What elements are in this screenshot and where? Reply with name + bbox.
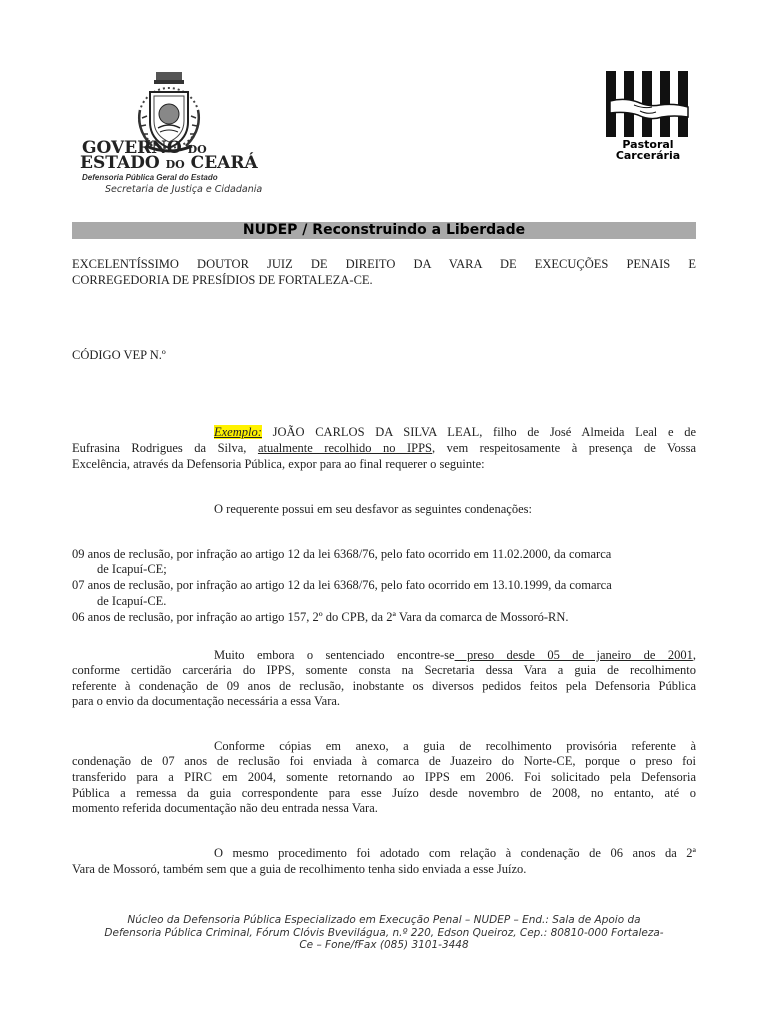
ceara-word: CEARÁ bbox=[190, 153, 258, 173]
pastoral-label bbox=[604, 139, 692, 161]
para2-line-2: condenação de 07 anos de reclusão foi enviada à comarca de Juazeiro do Norte-CE, porque o preso foi bbox=[72, 754, 696, 768]
estado-word: ESTADO bbox=[80, 153, 160, 173]
defensoria-subtitle: Defensoria Pública Geral do Estado bbox=[82, 173, 218, 182]
intro-line-2-underlined: atualmente recolhido no IPPS bbox=[257, 441, 433, 455]
para3-line-1: O mesmo procedimento foi adotado com relação à condenação de 06 anos da 2ª bbox=[214, 846, 696, 860]
example-label-highlight: Exemplo: bbox=[214, 425, 262, 439]
intro-line-2-b: , vem respeitosamente à presença de Vossa bbox=[432, 441, 697, 455]
do-word-2: DO bbox=[165, 158, 185, 171]
para1-line-1 bbox=[214, 648, 696, 663]
para1-line-2: conforme certidão carcerária do IPPS, somente consta na Secretaria dessa Vara a guia de recolhimento bbox=[72, 663, 696, 677]
para2-line-5: momento referida documentação não deu entrada nessa Vara. bbox=[72, 801, 378, 815]
addressee-line-2: CORREGEDORIA DE PRESÍDIOS DE FORTALEZA-CE. bbox=[72, 273, 373, 287]
para2-line-4: Pública a remessa da guia correspondente para esse Juízo desde novembro de 2008, no entanto, até o bbox=[72, 786, 696, 800]
do-word-1: DO bbox=[187, 143, 207, 156]
nudep-banner: NUDEP / Reconstruindo a Liberdade bbox=[72, 222, 696, 239]
intro-line-3: Excelência, através da Defensoria Pública, expor para ao final requerer o seguinte: bbox=[72, 457, 485, 471]
para1-line-1-b: , bbox=[692, 648, 696, 662]
intro-line-1-text: JOÃO CARLOS DA SILVA LEAL, filho de José Almeida Leal e de bbox=[261, 425, 696, 439]
intro-line-2 bbox=[72, 441, 696, 456]
requerente-line: O requerente possui em seu desfavor as seguintes condenações: bbox=[214, 502, 532, 516]
pastoral-word: Pastoral bbox=[622, 138, 674, 151]
intro-line-2-a: Eufrasina Rodrigues da Silva, bbox=[72, 441, 258, 455]
para3-line-2: Vara de Mossoró, também sem que a guia de recolhimento tenha sido enviada a esse Juízo. bbox=[72, 862, 527, 876]
para2-line-1: Conforme cópias em anexo, a guia de recolhimento provisória referente à bbox=[214, 739, 696, 753]
footer-address bbox=[72, 914, 696, 952]
condenacao-1-line-2: de Icapuí-CE; bbox=[97, 562, 167, 576]
para1-line-1-a: Muito embora o sentenciado encontre-se bbox=[214, 648, 455, 662]
condenacao-3-line: 06 anos de reclusão, por infração ao artigo 157, 2º do CPB, da 2ª Vara da comarca de Mossoró-RN. bbox=[72, 610, 569, 624]
para1-line-4: para o envio da documentação necessária a essa Vara. bbox=[72, 694, 341, 708]
condenacao-1-line-1: 09 anos de reclusão, por infração ao artigo 12 da lei 6368/76, pelo fato ocorrido em 11.02.2000, da comarca bbox=[72, 547, 612, 561]
footer-line-3: Ce – Fone/fFax (085) 3101-3448 bbox=[299, 939, 469, 951]
para2-line-3: transferido para a PIRC em 2004, somente retornando ao IPPS em 2006. Foi solicitado pela Defensoria bbox=[72, 770, 696, 784]
codigo-vep: CÓDIGO VEP N.º bbox=[72, 348, 166, 362]
secretaria-subtitle: Secretaria de Justiça e Cidadania bbox=[105, 184, 263, 195]
governo-word: GOVERNO bbox=[82, 138, 182, 158]
condenacao-2-line-1: 07 anos de reclusão, por infração ao artigo 12 da lei 6368/76, pelo fato ocorrido em 13.10.1999, da comarca bbox=[72, 578, 612, 592]
para1-line-3: referente à condenação de 09 anos de reclusão, inobstante os diversos pedidos feitos pela Defensoria Pública bbox=[72, 679, 696, 693]
para1-line-1-underlined: preso desde 05 de janeiro de 2001 bbox=[454, 648, 693, 662]
estado-title bbox=[80, 155, 258, 172]
intro-line-1 bbox=[214, 425, 696, 440]
condenacao-2-line-2: de Icapuí-CE. bbox=[97, 594, 167, 608]
addressee-line-1: EXCELENTÍSSIMO DOUTOR JUIZ DE DIREITO DA VARA DE EXECUÇÕES PENAIS E bbox=[72, 257, 696, 271]
footer-line-2: Defensoria Pública Criminal, Fórum Clóvis Bvevilágua, n.º 220, Edson Queiroz, Cep.: 80810-000 Fortaleza- bbox=[104, 926, 664, 939]
footer-line-1: Núcleo da Defensoria Pública Especializado em Execução Penal – NUDEP – End.: Sala de Apoio da bbox=[127, 914, 641, 926]
carceraria-word: Carcerária bbox=[615, 149, 681, 162]
